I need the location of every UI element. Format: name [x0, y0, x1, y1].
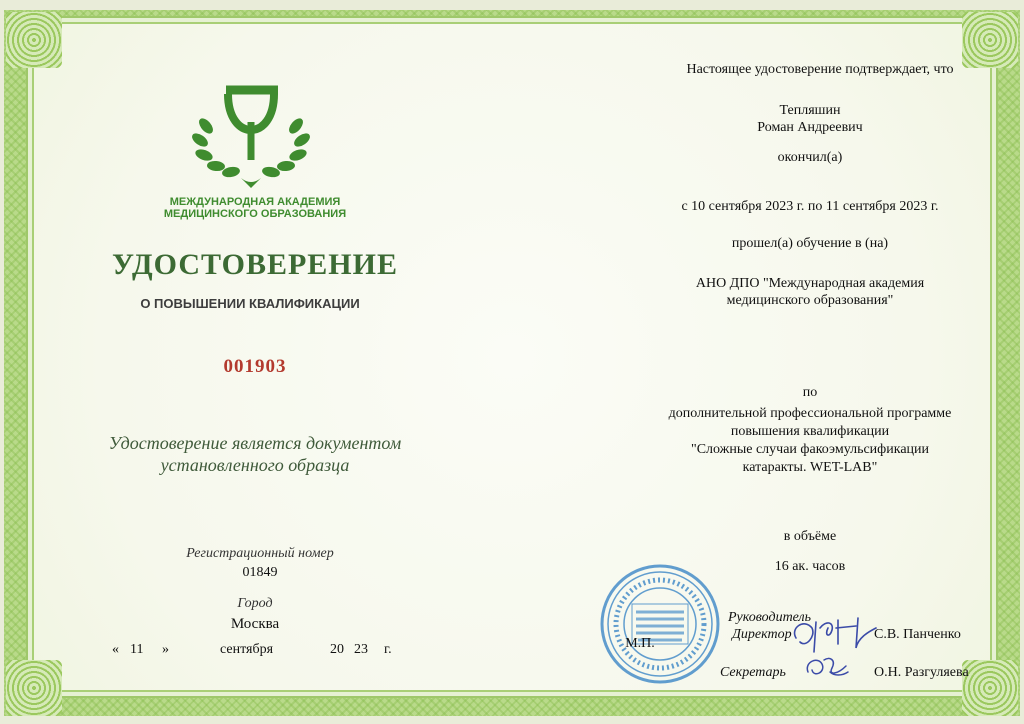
frame-corner-ornament	[6, 12, 62, 68]
academy-wreath-logo-icon	[186, 82, 316, 192]
frame-corner-ornament	[962, 12, 1018, 68]
note-line: Удостоверение является документом	[108, 433, 402, 453]
confirm-statement: Настоящее удостоверение подтверждает, что	[686, 62, 954, 77]
note-line: установленного образца	[160, 455, 350, 475]
secretary-signature-icon	[802, 650, 852, 684]
holder-surname: Тепляшин	[779, 103, 841, 118]
completed-label: окончил(а)	[777, 150, 843, 165]
date-year-suffix: 23	[354, 642, 368, 657]
issue-date	[112, 642, 412, 662]
date-year-prefix: 20	[330, 642, 344, 657]
by-label: по	[802, 385, 818, 400]
certificate-number: 001903	[223, 356, 287, 377]
holder-given-names: Роман Андреевич	[757, 120, 863, 135]
program-line: катаракты. WET-LAB"	[742, 460, 878, 475]
city-value: Москва	[230, 616, 280, 632]
date-open-quote: «	[112, 642, 119, 657]
org-name-line: МЕДИЦИНСКОГО ОБРАЗОВАНИЯ	[163, 208, 347, 220]
registration-number-value: 01849	[242, 565, 278, 580]
volume-value: 16 ак. часов	[774, 559, 846, 574]
registration-number-label: Регистрационный номер	[186, 546, 334, 561]
date-close-quote: »	[162, 642, 169, 657]
program-line: "Сложные случаи факоэмульсификации	[690, 442, 930, 457]
director-label: Директор	[732, 627, 792, 642]
training-period: с 10 сентября 2023 г. по 11 сентября 2023 г.	[681, 199, 939, 214]
head-label: Руководитель	[728, 610, 812, 625]
institution-line: АНО ДПО "Международная академия	[695, 276, 925, 291]
certificate-subtitle: О ПОВЫШЕНИИ КВАЛИФИКАЦИИ	[140, 296, 360, 311]
trained-in-label: прошел(а) обучение в (на)	[731, 236, 889, 251]
program-line: дополнительной профессиональной программе	[668, 406, 952, 421]
date-month: сентября	[220, 642, 274, 657]
city-label: Город	[237, 596, 273, 611]
round-seal-stamp-icon	[598, 562, 722, 686]
date-year-abbr: г.	[384, 642, 392, 657]
secretary-label: Секретарь	[720, 665, 786, 680]
document-status-note	[60, 432, 450, 476]
org-name	[150, 196, 360, 220]
volume-label: в объёме	[783, 529, 837, 544]
frame-corner-ornament	[6, 660, 62, 716]
director-name: С.В. Панченко	[874, 627, 961, 642]
org-name-line: МЕЖДУНАРОДНАЯ АКАДЕМИЯ	[169, 196, 341, 208]
seal-place-label: М.П.	[625, 636, 655, 651]
program-line: повышения квалификации	[730, 424, 890, 439]
institution-line: медицинского образования"	[726, 293, 894, 308]
certificate-title: УДОСТОВЕРЕНИЕ	[112, 248, 398, 281]
date-day: 11	[130, 642, 144, 657]
secretary-name: О.Н. Разгуляева	[874, 665, 969, 680]
